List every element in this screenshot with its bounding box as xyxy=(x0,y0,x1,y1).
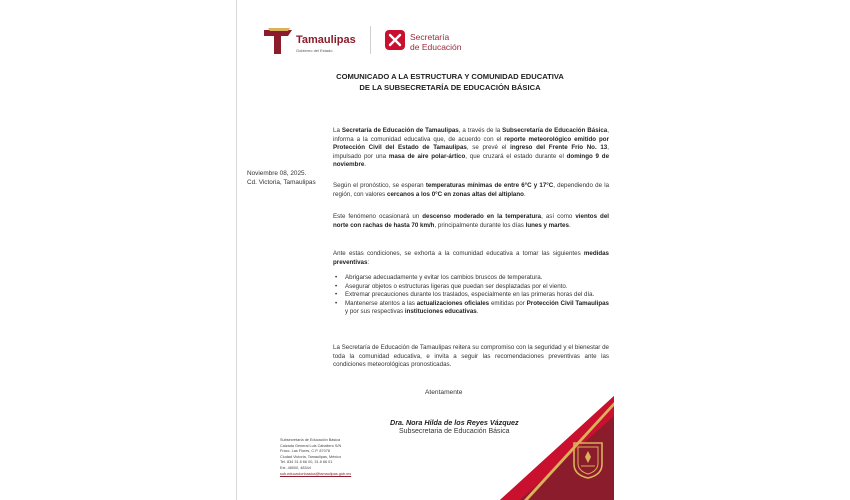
left-margin xyxy=(0,0,236,500)
education-emblem-icon xyxy=(384,29,406,51)
logo-divider xyxy=(370,26,371,54)
list-item: • Asegurar objetos o estructuras ligeras que puedan ser desplazadas por el viento. xyxy=(335,282,568,290)
paragraph-5: La Secretaría de Educación de Tamaulipas reitera su compromiso con la seguridad y el bienestar de toda la comunidad educativa, e invita a seguir las recomendaciones preventivas ante las condiciones meteorológicas pronosticadas. xyxy=(333,344,609,369)
closing: Atentamente xyxy=(425,389,463,396)
paragraph-1: La Secretaría de Educación de Tamaulipas, a través de la Subsecretaría de Educación Básica, informa a la comunidad educativa que, de acuerdo con el reporte meteorológico emitido por Protección Civil del Estado de Tamaulipas, se prevé el ingreso del Frente Frío No. 13, impulsado por una masa de aire polar-ártico, que cruzará el estado durante el domingo 9 de noviembre. xyxy=(333,127,610,169)
page-edge xyxy=(236,0,237,500)
logo-secretaria-line2: de Educación xyxy=(410,42,462,52)
location: Cd. Victoria, Tamaulipas xyxy=(247,179,316,186)
logo-name: Tamaulipas xyxy=(296,34,356,46)
tamaulipas-logo xyxy=(262,26,372,56)
preventive-measures-list xyxy=(333,274,609,317)
bullet: • xyxy=(335,282,338,290)
paragraph-4: Ante estas condiciones, se exhorta a la comunidad educativa a tomar las siguientes medidas preventivas: xyxy=(333,250,609,266)
signer-title: Subsecretaria de Educación Básica xyxy=(399,428,510,435)
list-item: • Abrigarse adecuadamente y evitar los cambios bruscos de temperatura. xyxy=(335,274,543,281)
bullet: • xyxy=(335,291,338,299)
tamaulipas-emblem-icon xyxy=(262,26,294,56)
logo-secretaria-line1: Secretaría xyxy=(410,32,450,42)
document-title xyxy=(300,71,600,93)
footer-address: Subsecretaría de Educación Básica Calzada General Luis Caballero S/N Fracc. Las Flores, C.P. 87078 Ciudad Victoria, Tamaulipas, México Tel. 834 31 8 66 00, 31 8 66 01 Ext. 48000, 48344 sub.educacionbasica@tamaulipas.gob.mx xyxy=(280,438,370,477)
paragraph-3: Este fenómeno ocasionará un descenso moderado en la temperatura, así como vientos del norte con rachas de hasta 70 km/h, principalmente durante los días lunes y martes. xyxy=(333,213,609,229)
date-location xyxy=(247,169,327,187)
footer-email-link[interactable]: sub.educacionbasica@tamaulipas.gob.mx xyxy=(280,471,352,476)
state-seal-icon xyxy=(570,440,606,480)
logo-subtitle: Gobierno del Estado xyxy=(296,48,333,53)
signer-name: Dra. Nora Hilda de los Reyes Vázquez xyxy=(390,418,519,427)
bullet: • xyxy=(335,299,338,307)
date: Noviembre 08, 2025. xyxy=(247,170,307,177)
bullet: • xyxy=(335,274,338,281)
paragraph-2: Según el pronóstico, se esperan temperaturas mínimas de entre 6°C y 17°C, dependiendo de la región, con valores cercanos a los 0°C en zonas altas del altiplano. xyxy=(333,182,610,198)
secretaria-logo xyxy=(384,29,474,53)
right-margin xyxy=(614,0,850,500)
list-item: • Extremar precauciones durante los traslados, especialmente en las primeras horas del día. xyxy=(335,291,595,299)
list-item: • Mantenerse atentos a las actualizaciones oficiales emitidas por Protección Civil Tamaulipas y por sus respectivas instituciones educativas. xyxy=(335,299,609,316)
title-line-2: DE LA SUBSECRETARÍA DE EDUCACIÓN BÁSICA xyxy=(359,83,541,92)
title-line-1: COMUNICADO A LA ESTRUCTURA Y COMUNIDAD EDUCATIVA xyxy=(336,72,564,81)
